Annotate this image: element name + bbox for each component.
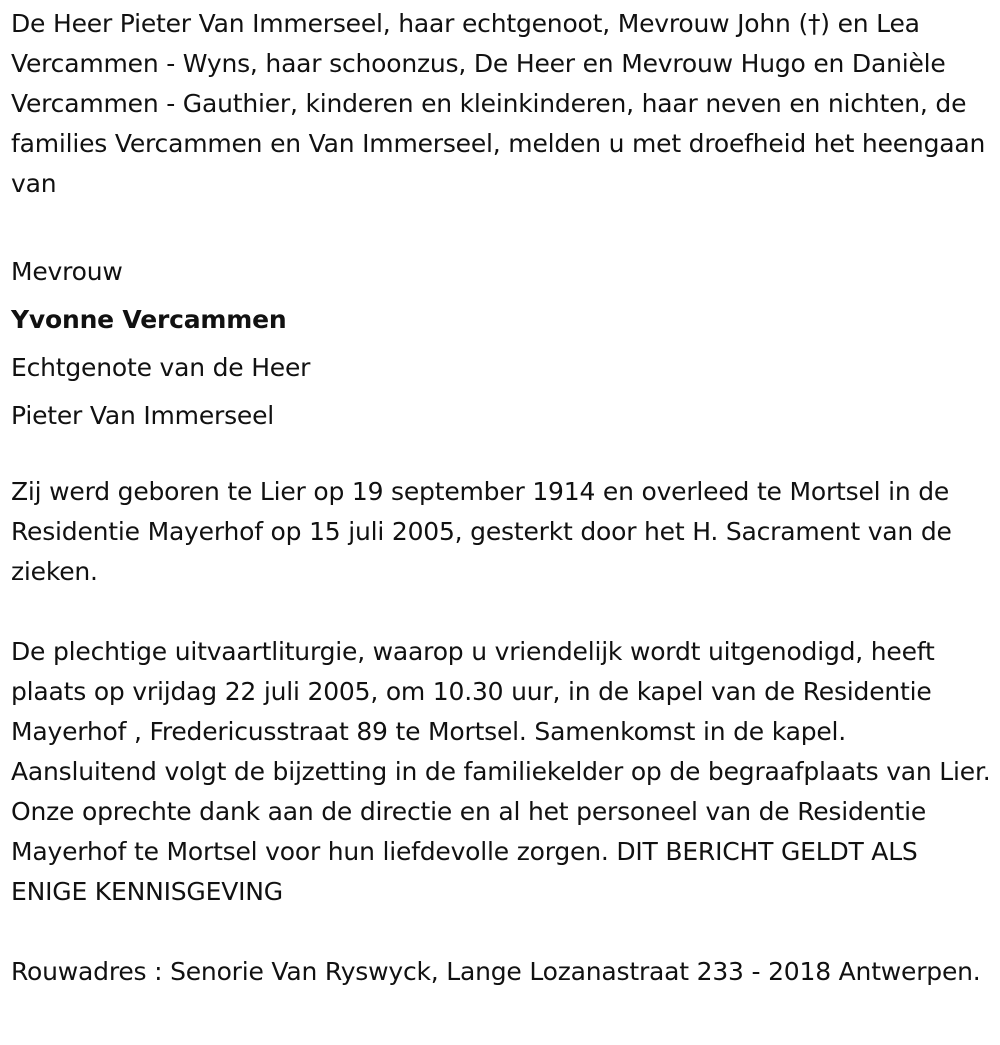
deceased-name: Yvonne Vercammen (11, 305, 287, 334)
deceased-block (11, 248, 992, 440)
birth-death-paragraph: Zij werd geboren te Lier op 19 september 1914 en overleed te Mortsel in de Residentie Mayerhof op 15 juli 2005, gesterkt door het H. Sacrament van de zieken. (11, 477, 952, 586)
spacer (11, 592, 992, 632)
salutation: Mevrouw (11, 257, 123, 286)
spouse-line-2: Pieter Van Immerseel (11, 401, 275, 430)
spacer (11, 912, 992, 952)
spacer (11, 440, 992, 472)
spouse-line-1: Echtgenote van de Heer (11, 353, 311, 382)
mourning-address: Rouwadres : Senorie Van Ryswyck, Lange Lozanastraat 233 - 2018 Antwerpen. (11, 957, 981, 986)
funeral-paragraph: De plechtige uitvaartliturgie, waarop u vriendelijk wordt uitgenodigd, heeft plaats op vrijdag 22 juli 2005, om 10.30 uur, in de kapel van de Residentie Mayerhof , Fredericusstraat 89 te Mortsel. Samenkomst in de kapel. Aansluitend volgt de bijzetting in de familiekelder op de begraafplaats van Lier. Onze oprechte dank aan de directie en al het personeel van de Residentie Mayerhof te Mortsel voor hun liefdevolle zorgen. DIT BERICHT GELDT ALS ENIGE KENNISGEVING (11, 637, 991, 906)
intro-paragraph: De Heer Pieter Van Immerseel, haar echtgenoot, Mevrouw John (†) en Lea Vercammen - Wyns, haar schoonzus, De Heer en Mevrouw Hugo en Danièle Vercammen - Gauthier, kinderen en kleinkinderen, haar neven en nichten, de families Vercammen en Van Immerseel, melden u met droefheid het heengaan van (11, 9, 986, 198)
spacer (11, 204, 992, 244)
